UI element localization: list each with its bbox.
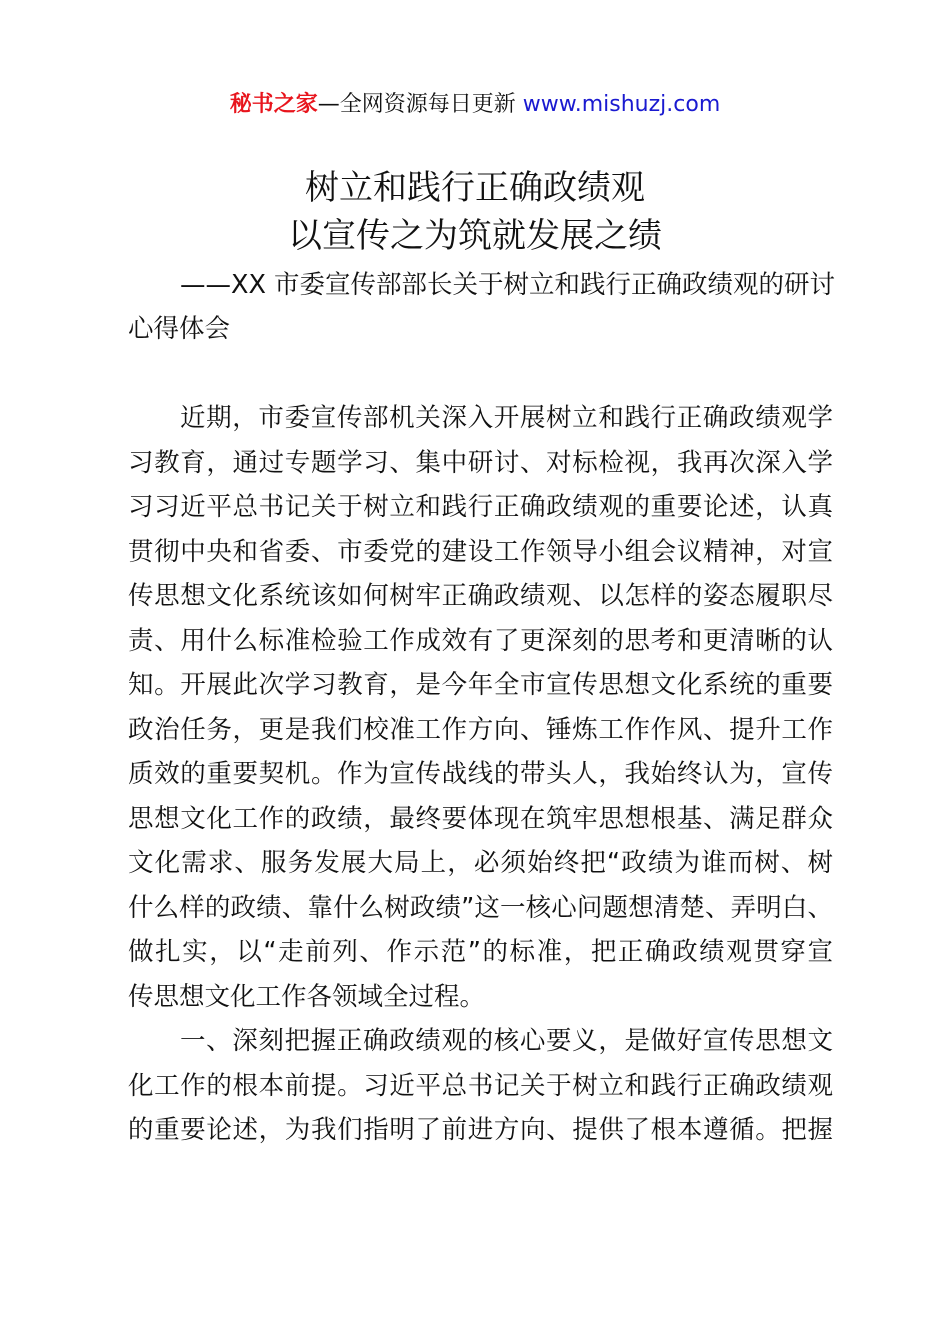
document-subtitle-line-1: ——XX 市委宣传部部长关于树立和践行正确政绩观的研讨 [180,270,836,300]
site-brand: 秘书之家 [229,92,318,117]
document-title-line-1: 树立和践行正确政绩观 [305,168,645,208]
paragraph-line: 思想文化工作的政绩，最终要体现在筑牢思想根基、满足群众 [128,804,833,834]
document-title-line-2: 以宣传之为筑就发展之绩 [288,216,662,256]
document-subtitle-line-2: 心得体会 [128,314,231,344]
paragraph-line: 传思想文化工作各领域全过程。 [128,982,486,1012]
paragraph-line: 做扎实，以“走前列、作示范”的标准，把正确政绩观贯穿宣 [128,937,833,967]
section-heading-line: 一、深刻把握正确政绩观的核心要义，是做好宣传思想文 [180,1026,833,1056]
site-header [0,88,950,122]
paragraph-line: 习教育，通过专题学习、集中研讨、对标检视，我再次深入学 [128,448,833,478]
paragraph-line: 化工作的根本前提。习近平总书记关于树立和践行正确政绩观 [128,1071,833,1101]
paragraph-line: 文化需求、服务发展大局上，必须始终把“政绩为谁而树、树 [128,848,833,878]
paragraph-line: 传思想文化系统该如何树牢正确政绩观、以怎样的姿态履职尽 [128,581,833,611]
paragraph-line: 政治任务，更是我们校准工作方向、锤炼工作作风、提升工作 [128,715,833,745]
site-tagline: —全网资源每日更新 [317,92,516,117]
paragraph-line: 知。开展此次学习教育，是今年全市宣传思想文化系统的重要 [128,670,833,700]
paragraph-line: 什么样的政绩、靠什么树政绩”这一核心问题想清楚、弄明白、 [128,893,833,923]
paragraph-line: 质效的重要契机。作为宣传战线的带头人，我始终认为，宣传 [128,759,833,789]
paragraph-line: 近期，市委宣传部机关深入开展树立和践行正确政绩观学 [180,403,833,433]
paragraph-line: 贯彻中央和省委、市委党的建设工作领导小组会议精神，对宣 [128,537,833,567]
paragraph-line: 习习近平总书记关于树立和践行正确政绩观的重要论述，认真 [128,492,833,522]
paragraph-line: 责、用什么标准检验工作成效有了更深刻的思考和更清晰的认 [128,626,833,656]
site-url-link[interactable]: www.mishuzj.com [522,92,721,117]
paragraph-line: 的重要论述，为我们指明了前进方向、提供了根本遵循。把握 [128,1115,833,1145]
